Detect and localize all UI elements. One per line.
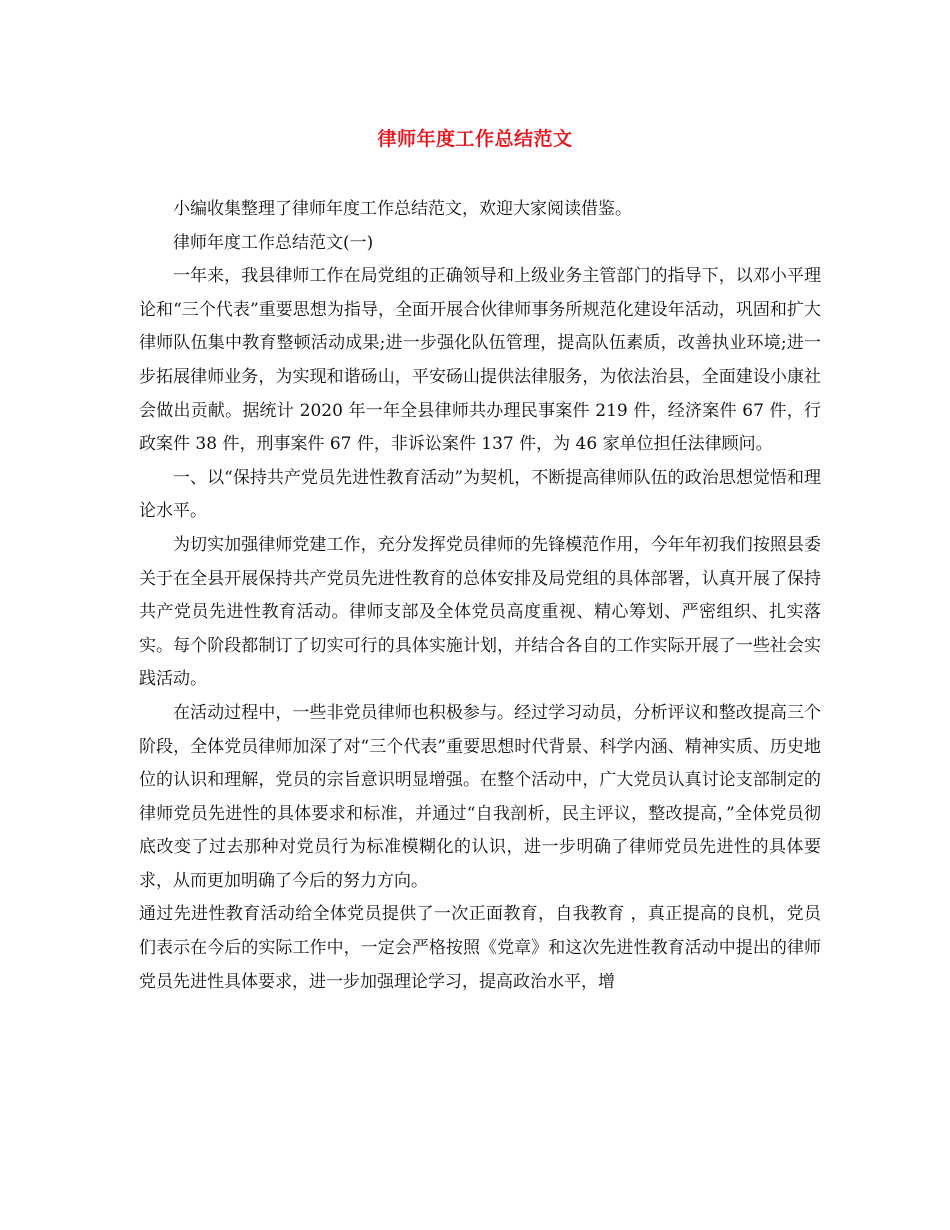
document-body — [139, 193, 821, 999]
body-paragraph: 为切实加强律师党建工作，充分发挥党员律师的先锋模范作用，今年年初我们按照县委关于在全县开展保持共产党员先进性教育的总体安排及局党组的具体部署，认真开展了保持共产党员先进性教育活动。律师支部及全体党员高度重视、精心筹划、严密组织、扎实落实。每个阶段都制订了切实可行的具体实施计划，并结合各自的工作实际开展了一些社会实践活动。 — [139, 534, 821, 690]
section-heading: 律师年度工作总结范文(一) — [173, 232, 374, 253]
document-title: 律师年度工作总结范文 — [377, 128, 573, 150]
intro-paragraph: 小编收集整理了律师年度工作总结范文，欢迎大家阅读借鉴。 — [173, 199, 632, 219]
body-paragraph: 在活动过程中，一些非党员律师也积极参与。经过学习动员，分析评议和整改提高三个阶段，全体党员律师加深了对“三个代表”重要思想时代背景、科学内涵、精神实质、历史地位的认识和理解，党员的宗旨意识明显增强。在整个活动中，广大党员认真讨论支部制定的律师党员先进性的具体要求和标准，并通过“自我剖析，民主评议，整改提高，”全体党员彻底改变了过去那种对党员行为标准模糊化的认识，进一步明确了律师党员先进性的具体要求，从而更加明确了今后的努力方向。 — [139, 702, 821, 891]
body-paragraph: 通过先进性教育活动给全体党员提供了一次正面教育，自我教育 ，真正提高的良机，党员们表示在今后的实际工作中，一定会严格按照《党章》和这次先进性教育活动中提出的律师党员先进性具体要求，进一步加强理论学习，提高政治水平，增 — [139, 904, 821, 992]
body-paragraph: 一年来，我县律师工作在局党组的正确领导和上级业务主管部门的指导下，以邓小平理论和“三个代表”重要思想为指导，全面开展合伙律师事务所规范化建设年活动，巩固和扩大律师队伍集中教育整顿活动成果;进一步强化队伍管理，提高队伍素质，改善执业环境;进一步拓展律师业务，为实现和谐砀山，平安砀山提供法律服务，为依法治县，全面建设小康社会做出贡献。据统计 2020 年一年全县律师共办理民事案件 219 件，经济案件 67 件，行政案件 38 件，刑事案件 67 件，非诉讼案件 137 件，为 46 家单位担任法律顾问。 — [139, 266, 821, 455]
section-heading: 一、以“保持共产党员先进性教育活动”为契机，不断提高律师队伍的政治思想觉悟和理论水平。 — [139, 467, 821, 522]
